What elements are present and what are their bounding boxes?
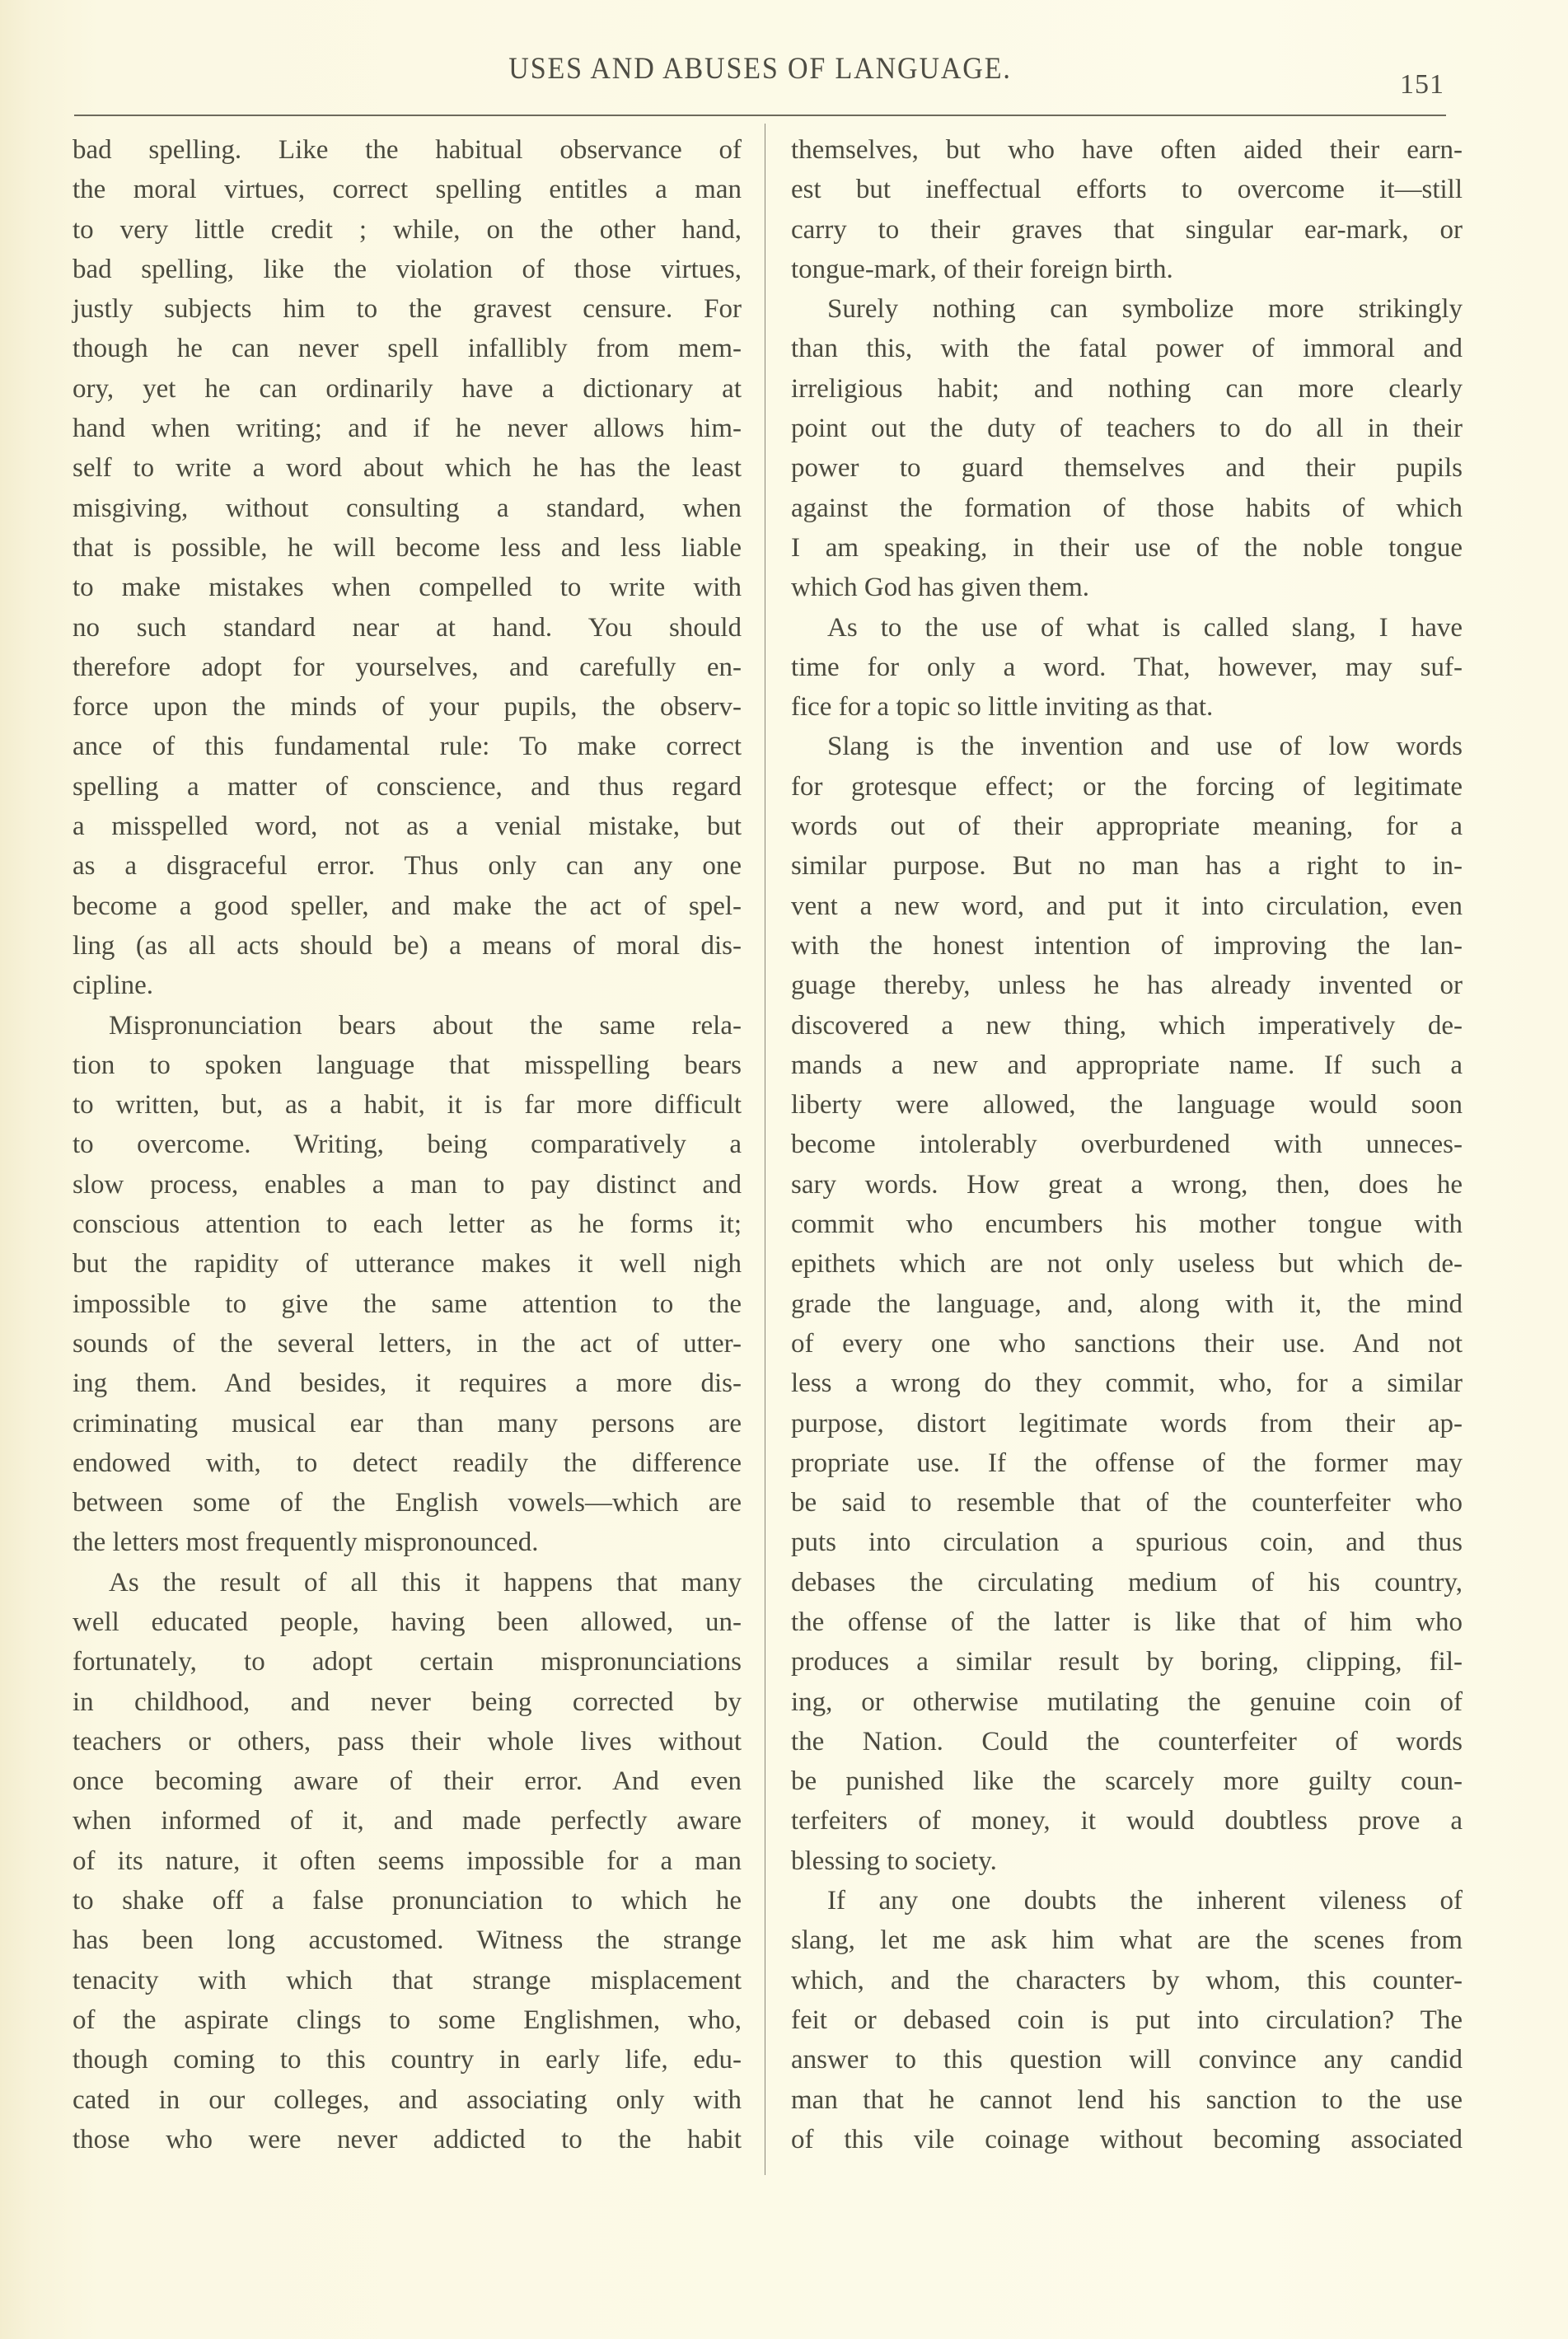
text-line: of every one who sanctions their use. And not	[791, 1328, 1463, 1359]
text-line: point out the duty of teachers to do all in their	[791, 414, 1463, 444]
text-line: of its nature, it often seems impossible for a man	[73, 1845, 742, 1876]
text-line: between some of the English vowels—which are	[73, 1488, 742, 1518]
text-line: carry to their graves that singular ear-mark, or	[791, 214, 1463, 245]
text-line: force upon the minds of your pupils, the observ-	[73, 692, 742, 723]
text-line: to written, but, as a habit, it is far more difficult	[73, 1090, 742, 1120]
text-line: but the rapidity of utterance makes it well nigh	[73, 1249, 742, 1279]
text-line: to very little credit ; while, on the other hand,	[73, 214, 742, 245]
text-line: purpose, distort legitimate words from their ap-	[791, 1408, 1463, 1438]
text-line: though he can never spell infallibly from mem-	[73, 334, 742, 364]
text-line: tion to spoken language that misspelling bears	[73, 1050, 742, 1080]
text-line: discovered a new thing, which imperatively de-	[791, 1010, 1463, 1041]
text-line: debases the circulating medium of his country,	[791, 1567, 1463, 1598]
text-line: conscious attention to each letter as he forms it;	[73, 1209, 742, 1240]
text-line: well educated people, having been allowed, un-	[73, 1607, 742, 1637]
text-line: criminating musical ear than many persons are	[73, 1408, 742, 1438]
text-line: spelling a matter of conscience, and thus regard	[73, 771, 742, 802]
text-line: the offense of the latter is like that of him who	[791, 1607, 1463, 1637]
text-line: justly subjects him to the gravest censure. For	[73, 294, 742, 325]
text-line: the Nation. Could the counterfeiter of words	[791, 1726, 1463, 1757]
text-line: slow process, enables a man to pay distinct and	[73, 1169, 742, 1200]
text-line: than this, with the fatal power of immoral and	[791, 334, 1463, 364]
text-line: that is possible, he will become less and less liable	[73, 532, 742, 563]
text-line: sounds of the several letters, in the act of utter-	[73, 1328, 742, 1359]
text-line: those who were never addicted to the habit	[73, 2124, 742, 2154]
text-line: which, and the characters by whom, this counter-	[791, 1965, 1463, 1995]
text-line: to overcome. Writing, being comparatively a	[73, 1130, 742, 1160]
text-line: which God has given them.	[791, 573, 1090, 603]
text-line: ory, yet he can ordinarily have a dictionary at	[73, 373, 742, 404]
text-line: est but ineffectual efforts to overcome it—still	[791, 175, 1463, 205]
text-line: ance of this fundamental rule: To make correct	[73, 732, 742, 762]
text-line: tongue-mark, of their foreign birth.	[791, 254, 1173, 284]
text-line: ling (as all acts should be) a means of moral dis-	[73, 930, 742, 961]
text-line: propriate use. If the offense of the former may	[791, 1448, 1463, 1478]
paragraph-start-line: Slang is the invention and use of low words	[827, 732, 1463, 762]
paragraph-start-line: As the result of all this it happens that many	[109, 1567, 742, 1598]
text-line: ing, or otherwise mutilating the genuine coin of	[791, 1686, 1463, 1717]
text-line: teachers or others, pass their whole lives without	[73, 1726, 742, 1757]
text-line: puts into circulation a spurious coin, and thus	[791, 1527, 1463, 1558]
text-line: fice for a topic so little inviting as that.	[791, 692, 1214, 723]
header-rule	[74, 115, 1446, 116]
paragraph-start-line: As to the use of what is called slang, I have	[827, 612, 1463, 643]
text-line: a misspelled word, not as a venial mistake, but	[73, 812, 742, 842]
running-head	[74, 51, 1446, 101]
text-line: self to write a word about which he has the least	[73, 453, 742, 484]
text-line: tenacity with which that strange misplacement	[73, 1965, 742, 1995]
text-line: become intolerably overburdened with unneces-	[791, 1130, 1463, 1160]
paragraph-start-line: Surely nothing can symbolize more strikingly	[827, 294, 1463, 325]
text-line: the moral virtues, correct spelling entitles a man	[73, 175, 742, 205]
text-line: I am speaking, in their use of the noble tongue	[791, 532, 1463, 563]
text-line: liberty were allowed, the language would soon	[791, 1090, 1463, 1120]
text-line: become a good speller, and make the act of spel-	[73, 891, 742, 921]
text-line: endowed with, to detect readily the difference	[73, 1448, 742, 1478]
text-line: produces a similar result by boring, clipping, fil-	[791, 1647, 1463, 1677]
text-line: ing them. And besides, it requires a more dis-	[73, 1368, 742, 1399]
paragraph-start-line: If any one doubts the inherent vileness of	[827, 1886, 1463, 1916]
text-line: guage thereby, unless he has already invented or	[791, 971, 1463, 1001]
text-line: for grotesque effect; or the forcing of legitimate	[791, 771, 1463, 802]
text-line: in childhood, and never being corrected by	[73, 1686, 742, 1717]
text-line: words out of their appropriate meaning, for a	[791, 812, 1463, 842]
text-line: with the honest intention of improving the lan-	[791, 930, 1463, 961]
text-line: bad spelling. Like the habitual observance of	[73, 135, 742, 165]
text-line: to shake off a false pronunciation to which he	[73, 1886, 742, 1916]
text-line: to make mistakes when compelled to write with	[73, 573, 742, 603]
paragraph-start-line: Mispronunciation bears about the same rela-	[109, 1010, 742, 1041]
text-line: bad spelling, like the violation of those virtues,	[73, 254, 742, 284]
text-line: time for only a word. That, however, may suf-	[791, 652, 1463, 682]
text-line: misgiving, without consulting a standard, when	[73, 493, 742, 523]
text-line: be said to resemble that of the counterfeiter who	[791, 1488, 1463, 1518]
text-line: sary words. How great a wrong, then, does he	[791, 1169, 1463, 1200]
text-line: feit or debased coin is put into circulation? The	[791, 2005, 1463, 2035]
text-line: slang, let me ask him what are the scenes from	[791, 1925, 1463, 1956]
text-line: answer to this question will convince any candid	[791, 2045, 1463, 2075]
text-line: hand when writing; and if he never allows him-	[73, 414, 742, 444]
text-line: when informed of it, and made perfectly aware	[73, 1806, 742, 1836]
left-column	[73, 130, 742, 2159]
text-line: grade the language, and, along with it, the mind	[791, 1289, 1463, 1319]
text-line: impossible to give the same attention to the	[73, 1289, 742, 1319]
text-line: has been long accustomed. Witness the strange	[73, 1925, 742, 1956]
text-line: against the formation of those habits of which	[791, 493, 1463, 523]
text-line: themselves, but who have often aided their earn-	[791, 135, 1463, 165]
text-line: though coming to this country in early life, edu-	[73, 2045, 742, 2075]
text-line: no such standard near at hand. You should	[73, 612, 742, 643]
text-line: mands a new and appropriate name. If such a	[791, 1050, 1463, 1080]
text-line: cipline.	[73, 971, 154, 1001]
text-line: terfeiters of money, it would doubtless prove a	[791, 1806, 1463, 1836]
running-title: USES AND ABUSES OF LANGUAGE.	[508, 52, 1012, 86]
text-line: blessing to society.	[791, 1845, 997, 1876]
text-line: epithets which are not only useless but which de-	[791, 1249, 1463, 1279]
text-line: vent a new word, and put it into circulation, even	[791, 891, 1463, 921]
text-line: less a wrong do they commit, who, for a similar	[791, 1368, 1463, 1399]
text-line: man that he cannot lend his sanction to the use	[791, 2084, 1463, 2115]
text-line: of this vile coinage without becoming associated	[791, 2124, 1463, 2154]
text-line: irreligious habit; and nothing can more clearly	[791, 373, 1463, 404]
text-line: be punished like the scarcely more guilty coun-	[791, 1766, 1463, 1797]
text-line: as a disgraceful error. Thus only can any one	[73, 851, 742, 882]
text-line: fortunately, to adopt certain mispronunciations	[73, 1647, 742, 1677]
text-line: the letters most frequently mispronounced.	[73, 1527, 539, 1558]
text-line: cated in our colleges, and associating only with	[73, 2084, 742, 2115]
page-number: 151	[1400, 69, 1444, 100]
text-line: power to guard themselves and their pupils	[791, 453, 1463, 484]
text-line: therefore adopt for yourselves, and carefully en-	[73, 652, 742, 682]
text-line: once becoming aware of their error. And even	[73, 1766, 742, 1797]
right-column	[791, 130, 1463, 2159]
text-line: commit who encumbers his mother tongue with	[791, 1209, 1463, 1240]
text-line: similar purpose. But no man has a right to in-	[791, 851, 1463, 882]
text-line: of the aspirate clings to some Englishmen, who,	[73, 2005, 742, 2035]
